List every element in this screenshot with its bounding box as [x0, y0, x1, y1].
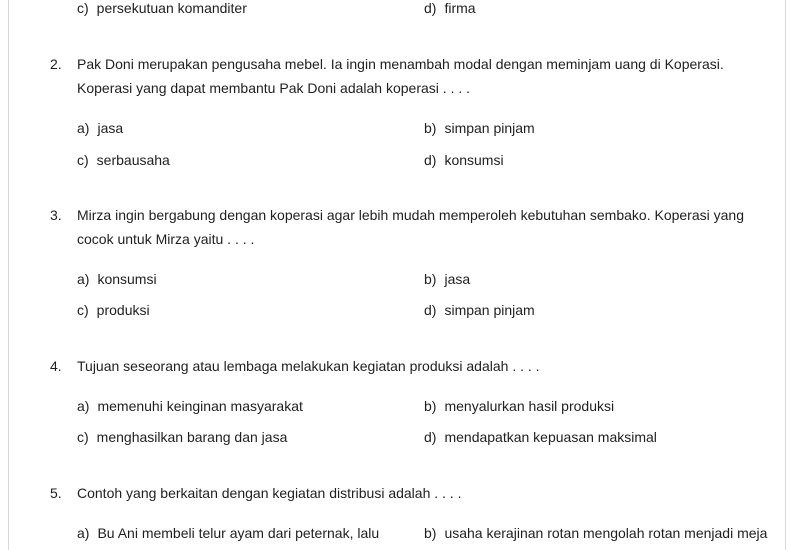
option-text: serbausaha	[96, 152, 170, 168]
option-label: a)	[77, 525, 90, 541]
option-text: produksi	[96, 302, 150, 318]
option-text: mendapatkan kepuasan maksimal	[444, 429, 657, 445]
option-a[interactable]	[77, 119, 123, 137]
option-label: c)	[77, 0, 89, 16]
option-label: a)	[77, 398, 90, 414]
question-number: 5.	[50, 485, 62, 501]
question-number: 2.	[50, 56, 62, 72]
option-text: Bu Ani membeli telur ayam dari peternak, lalu	[97, 525, 380, 541]
option-label: a)	[77, 120, 90, 136]
option-d[interactable]	[424, 301, 535, 319]
option-label: b)	[424, 120, 437, 136]
option-label: b)	[424, 271, 437, 287]
option-a[interactable]	[77, 270, 157, 288]
question-text-line: Tujuan seseorang atau lembaga melakukan kegiatan produksi adalah . . . .	[77, 358, 540, 374]
option-text: memenuhi keinginan masyarakat	[97, 398, 303, 414]
option-text: simpan pinjam	[444, 302, 535, 318]
option-a[interactable]	[77, 397, 303, 415]
question-number: 3.	[50, 207, 62, 223]
option-b[interactable]	[424, 270, 470, 288]
option-b[interactable]	[424, 524, 767, 542]
option-text: simpan pinjam	[444, 120, 535, 136]
option-label: c)	[77, 429, 89, 445]
option-text: konsumsi	[97, 271, 157, 287]
option-label: a)	[77, 271, 90, 287]
option-d[interactable]	[424, 428, 657, 446]
option-b[interactable]	[424, 397, 614, 415]
option-label: c)	[77, 302, 89, 318]
question-number: 4.	[50, 358, 62, 374]
option-c[interactable]	[77, 0, 247, 17]
option-label: d)	[424, 152, 437, 168]
option-d[interactable]	[424, 151, 504, 169]
option-text: usaha kerajinan rotan mengolah rotan menjadi meja	[444, 525, 768, 541]
option-label: b)	[424, 525, 437, 541]
option-c[interactable]	[77, 428, 287, 446]
option-text: menghasilkan barang dan jasa	[96, 429, 288, 445]
option-d[interactable]	[424, 0, 476, 17]
option-text: persekutuan komanditer	[96, 0, 247, 16]
question-text-line: Koperasi yang dapat membantu Pak Doni adalah koperasi . . . .	[77, 80, 471, 96]
option-b[interactable]	[424, 119, 535, 137]
worksheet-page	[8, 0, 786, 550]
question-text-line: cocok untuk Mirza yaitu . . . .	[77, 231, 255, 247]
option-label: d)	[424, 429, 437, 445]
question-text-line: Pak Doni merupakan pengusaha mebel. Ia ingin menambah modal dengan meminjam uang di Koperasi.	[77, 56, 724, 72]
option-label: d)	[424, 302, 437, 318]
option-label: d)	[424, 0, 437, 16]
option-label: b)	[424, 398, 437, 414]
option-c[interactable]	[77, 301, 150, 319]
option-a[interactable]	[77, 524, 379, 542]
option-text: jasa	[97, 120, 124, 136]
option-label: c)	[77, 152, 89, 168]
question-text-line: Mirza ingin bergabung dengan koperasi agar lebih mudah memperoleh kebutuhan sembako. Koperasi yang	[77, 207, 744, 223]
option-text: jasa	[444, 271, 471, 287]
option-text: menyalurkan hasil produksi	[444, 398, 615, 414]
option-c[interactable]	[77, 151, 170, 169]
question-text-line: Contoh yang berkaitan dengan kegiatan distribusi adalah . . . .	[77, 485, 462, 501]
option-text: firma	[444, 0, 476, 16]
option-text: konsumsi	[444, 152, 504, 168]
